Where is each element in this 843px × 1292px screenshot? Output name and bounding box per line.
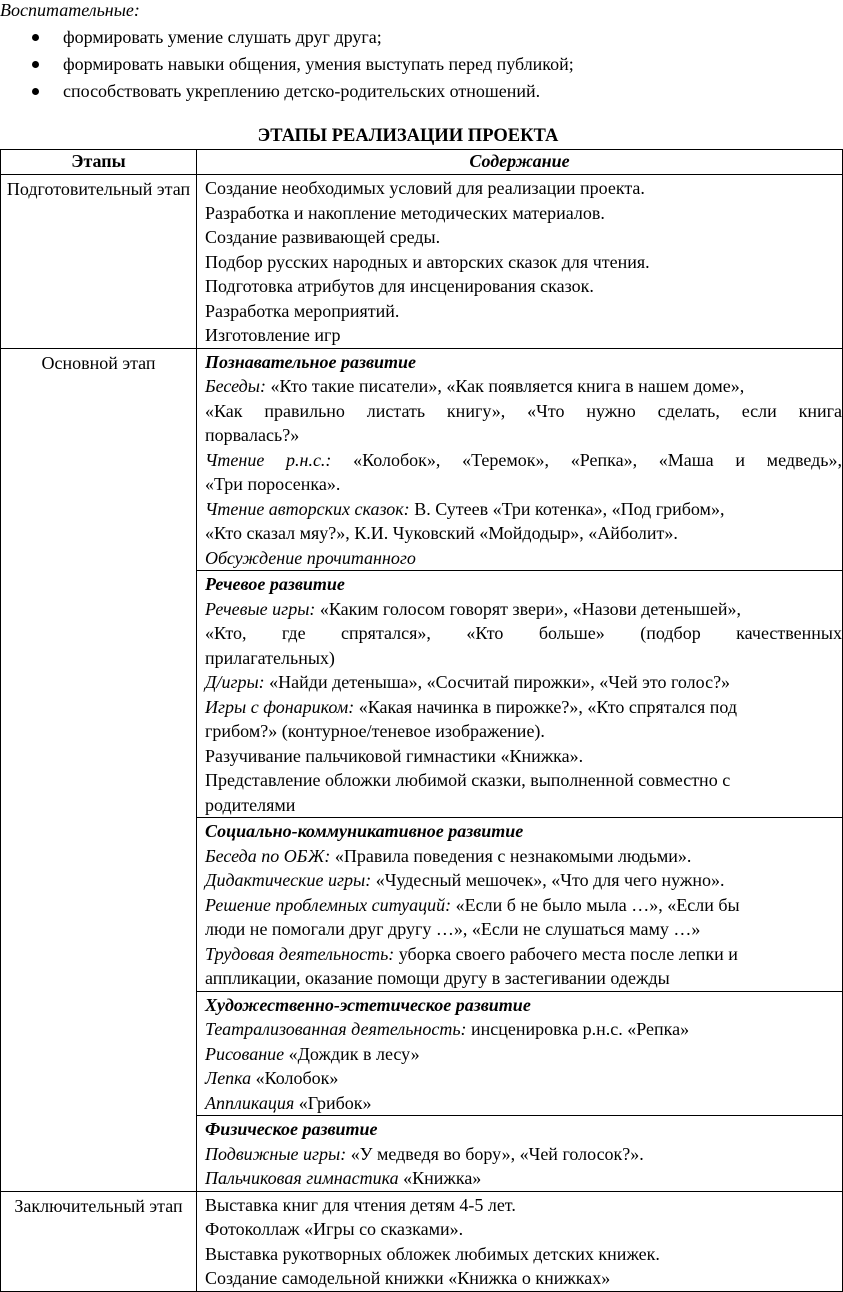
table-row [1, 175, 843, 349]
header-content: Содержание [197, 150, 843, 175]
list-item: формировать умение слушать друг друга; [0, 26, 574, 53]
bullet-icon [32, 34, 39, 41]
goals-heading: Воспитательные: [0, 0, 140, 20]
speech-section: Речевое развитие Речевые игры: «Каким голосом говорят звери», «Назови детенышей», «Кто, где спрятался», «Кто больше» (подбор качественных прилагательных) Д/игры: «Найди детеныша», «Сосчитай пирожки», «Чей это голос?» Игры с фонариком: «Какая начинка в пирожке?», «Кто спрятался под грибом?» (контурное/теневое изображение). Разучивание пальчиковой гимнастики «Книжка». Представление обложки любимой сказки, выполненной совместно с родителями [197, 571, 843, 818]
stage-final: Заключительный этап [1, 1191, 197, 1291]
goals-list [0, 26, 574, 107]
bullet-icon [32, 88, 39, 95]
table-row [1, 348, 843, 571]
table-title: ЭТАПЫ РЕАЛИЗАЦИИ ПРОЕКТА [257, 126, 559, 146]
stage-prep: Подготовительный этап [1, 175, 197, 349]
table-row [1, 1191, 843, 1291]
stage-main: Основной этап [1, 348, 197, 1191]
header-stages: Этапы [1, 150, 197, 175]
final-content: Выставка книг для чтения детям 4-5 лет. Фотоколлаж «Игры со сказками». Выставка рукотворных обложек любимых детских книжек. Создание самодельной книжки «Книжка о книжках» [197, 1191, 843, 1291]
list-item: формировать навыки общения, умения выступать перед публикой; [0, 53, 574, 80]
social-section: Социально-коммуникативное развитие Беседа по ОБЖ: «Правила поведения с незнакомыми людьми». Дидактические игры: «Чудесный мешочек», «Что для чего нужно». Решение проблемных ситуаций: «Если б не было мыла …», «Если бы люди не помогали друг другу …», «Если не слушаться маму …» Трудовая деятельность: уборка своего рабочего места после лепки и аппликации, оказание помощи другу в застегивании одежды [197, 818, 843, 992]
physical-section: Физическое развитие Подвижные игры: «У медведя во бору», «Чей голосок?». Пальчиковая гимнастика «Книжка» [197, 1116, 843, 1192]
prep-content: Создание необходимых условий для реализации проекта. Разработка и накопление методических материалов. Создание развивающей среды. Подбор русских народных и авторских сказок для чтения. Подготовка атрибутов для инсценирования сказок. Разработка мероприятий. Изготовление игр [197, 175, 843, 349]
art-section: Художественно-эстетическое развитие Театрализованная деятельность: инсценировка р.н.с. «Репка» Рисование «Дождик в лесу» Лепка «Колобок» Аппликация «Грибок» [197, 991, 843, 1116]
stages-table [0, 149, 843, 1292]
list-item: способствовать укреплению детско-родительских отношений. [0, 80, 574, 107]
bullet-icon [32, 61, 39, 68]
table-header-row [1, 150, 843, 175]
cognitive-section: Познавательное развитие Беседы: «Кто такие писатели», «Как появляется книга в нашем доме», «Как правильно листать книгу», «Что нужно сделать, если книга порвалась?» Чтение р.н.с.: «Колобок», «Теремок», «Репка», «Маша и медведь», «Три поросенка». Чтение авторских сказок: В. Сутеев «Три котенка», «Под грибом», «Кто сказал мяу?», К.И. Чуковский «Мойдодыр», «Айболит». Обсуждение прочитанного [197, 348, 843, 571]
